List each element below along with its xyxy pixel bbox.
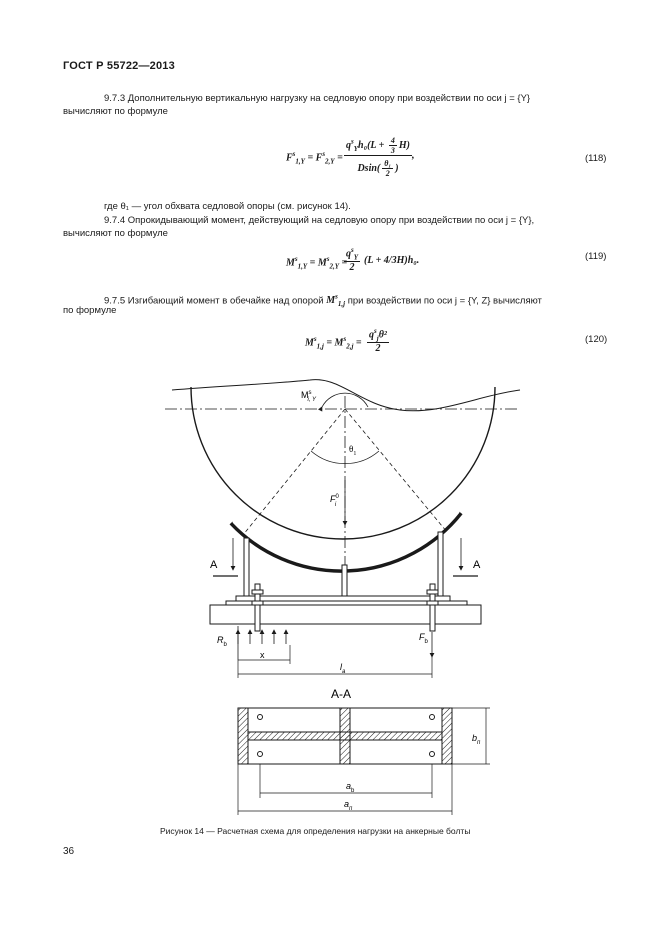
- paragraph-975-line1: [104, 291, 542, 311]
- page-number: 36: [63, 846, 75, 857]
- section-aa-plan: [238, 708, 452, 764]
- saddle-support-webs: [244, 532, 443, 603]
- bolt-force-label: $F_b$: [419, 632, 428, 645]
- inline-moment-symbol: $M^s_{1,j}$: [326, 293, 346, 309]
- force-label: $F^0$ i: [330, 494, 339, 508]
- dimension-x-label: x: [260, 650, 265, 660]
- vessel-wavy-top-line: [172, 380, 520, 411]
- section-label-right: A: [473, 559, 481, 571]
- dimension-ab-label: $a_b$: [346, 781, 355, 794]
- formula-120-number: (120): [585, 334, 608, 345]
- document-header: ГОСТ Р 55722—2013: [63, 60, 175, 72]
- formula-120: $M^s_{1,j} = M^s_{2,j}$ = $q^s_j\theta^2$ 2: [305, 327, 387, 355]
- paragraph-973-line2: вычисляют по формуле: [63, 106, 168, 117]
- formula-118: $F^s_{1,Y} = F^s_{2,Y}$ = $q^s_Yh_0(L$ + $\frac{4}{3}$ H) Dsin( $\frac{\text{θ₁}}{2}$ ) ,: [286, 132, 426, 184]
- reaction-label: $R_b$: [217, 635, 227, 648]
- paragraph-975-part-b: при воздействии по оси j = {Y, Z} вычисляют: [347, 295, 542, 307]
- formula-119: $M^s_{1,Y} = M^s_{2,Y}$ = $q^s_Y$ 2 (L + 4/3H)h₀.: [286, 246, 420, 274]
- moment-label: $M^s$ i, Y: [301, 390, 317, 403]
- dimension-la-label: $l_a$: [340, 662, 346, 675]
- formula-119-number: (119): [585, 251, 607, 262]
- paragraph-975-part-a: 9.7.5 Изгибающий момент в обечайке над опорой: [104, 295, 324, 307]
- base-plate: [210, 596, 481, 624]
- dimension-bn-label: $b_п$: [472, 733, 481, 746]
- figure-caption: Рисунок 14 — Расчетная схема для определения нагрузки на анкерные болты: [160, 826, 471, 836]
- where-theta-text: где θ₁ — угол обхвата седловой опоры (см. рисунок 14).: [104, 201, 351, 212]
- theta-label: $\theta_1$: [349, 444, 357, 457]
- section-aa-title: A-A: [331, 687, 352, 701]
- figure-14-diagram: [0, 360, 661, 820]
- paragraph-975-line2: по формуле: [63, 305, 117, 316]
- dimension-bn: [452, 708, 490, 764]
- paragraph-973-line1: 9.7.3 Дополнительную вертикальную нагрузку на седловую опору при воздействии по оси j = {Y}: [104, 93, 531, 104]
- formula-118-number: (118): [585, 153, 607, 164]
- vessel-shell-arc: [191, 387, 495, 539]
- saddle-angle-line-left: [243, 409, 345, 535]
- saddle-angle-line-right: [345, 409, 447, 532]
- paragraph-974-line2: вычисляют по формуле: [63, 228, 168, 239]
- dimension-an-label: $a_п$: [344, 799, 353, 812]
- section-label-left: A: [210, 559, 218, 571]
- paragraph-974-line1: 9.7.4 Опрокидывающий момент, действующий на седловую опору при воздействии по оси j = {Y},: [104, 215, 535, 226]
